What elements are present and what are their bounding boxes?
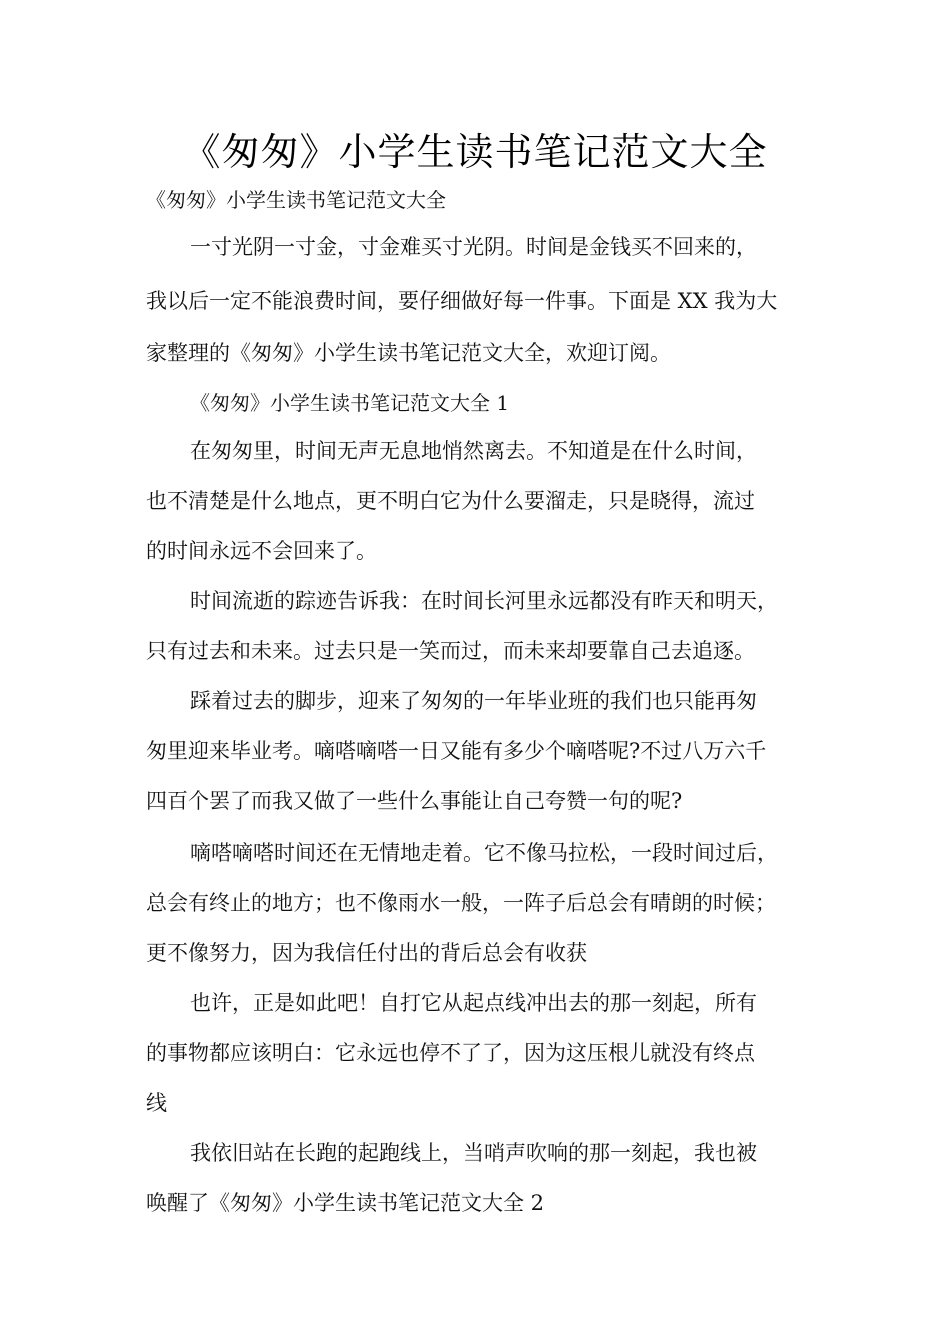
body-line: 的事物都应该明白：它永远也停不了了，因为这压根儿就没有终点 [146, 1041, 755, 1065]
section-heading-1: 《匆匆》小学生读书笔记范文大全 1 [190, 391, 510, 415]
body-line: 只有过去和未来。过去只是一笑而过，而未来却要靠自己去追逐。 [146, 639, 755, 663]
body-line: 我依旧站在长跑的起跑线上，当哨声吹响的那一刻起，我也被 [190, 1141, 757, 1165]
page-title: 《匆匆》小学生读书笔记范文大全 [182, 130, 768, 174]
body-line: 更不像努力，因为我信任付出的背后总会有收获 [146, 941, 587, 965]
body-line: 在匆匆里，时间无声无息地悄然离去。不知道是在什么时间， [190, 439, 757, 463]
body-line: 嘀嗒嘀嗒时间还在无情地走着。它不像马拉松，一段时间过后， [190, 841, 778, 865]
body-line: 也不清楚是什么地点，更不明白它为什么要溜走，只是晓得，流过 [146, 489, 755, 513]
body-line: 家整理的《匆匆》小学生读书笔记范文大全，欢迎订阅。 [146, 341, 671, 365]
body-line: 的时间永远不会回来了。 [146, 539, 377, 563]
body-line: 匆里迎来毕业考。嘀嗒嘀嗒一日又能有多少个嘀嗒呢?不过八万六千 [146, 739, 767, 763]
body-line: 也许，正是如此吧！自打它从起点线冲出去的那一刻起，所有 [190, 991, 757, 1015]
document-subtitle: 《匆匆》小学生读书笔记范文大全 [146, 188, 446, 212]
body-line: 一寸光阴一寸金，寸金难买寸光阴。时间是金钱买不回来的， [190, 235, 757, 259]
body-line: 线 [146, 1091, 167, 1115]
body-line: 踩着过去的脚步，迎来了匆匆的一年毕业班的我们也只能再匆 [190, 689, 757, 713]
body-line: 我以后一定不能浪费时间，要仔细做好每一件事。下面是 XX 我为大 [146, 289, 778, 313]
body-line: 时间流逝的踪迹告诉我：在时间长河里永远都没有昨天和明天， [190, 589, 778, 613]
body-line: 总会有终止的地方；也不像雨水一般，一阵子后总会有晴朗的时候； [146, 891, 776, 915]
body-line: 唤醒了《匆匆》小学生读书笔记范文大全 2 [146, 1191, 545, 1215]
body-line: 四百个罢了而我又做了一些什么事能让自己夸赞一句的呢? [146, 789, 683, 813]
